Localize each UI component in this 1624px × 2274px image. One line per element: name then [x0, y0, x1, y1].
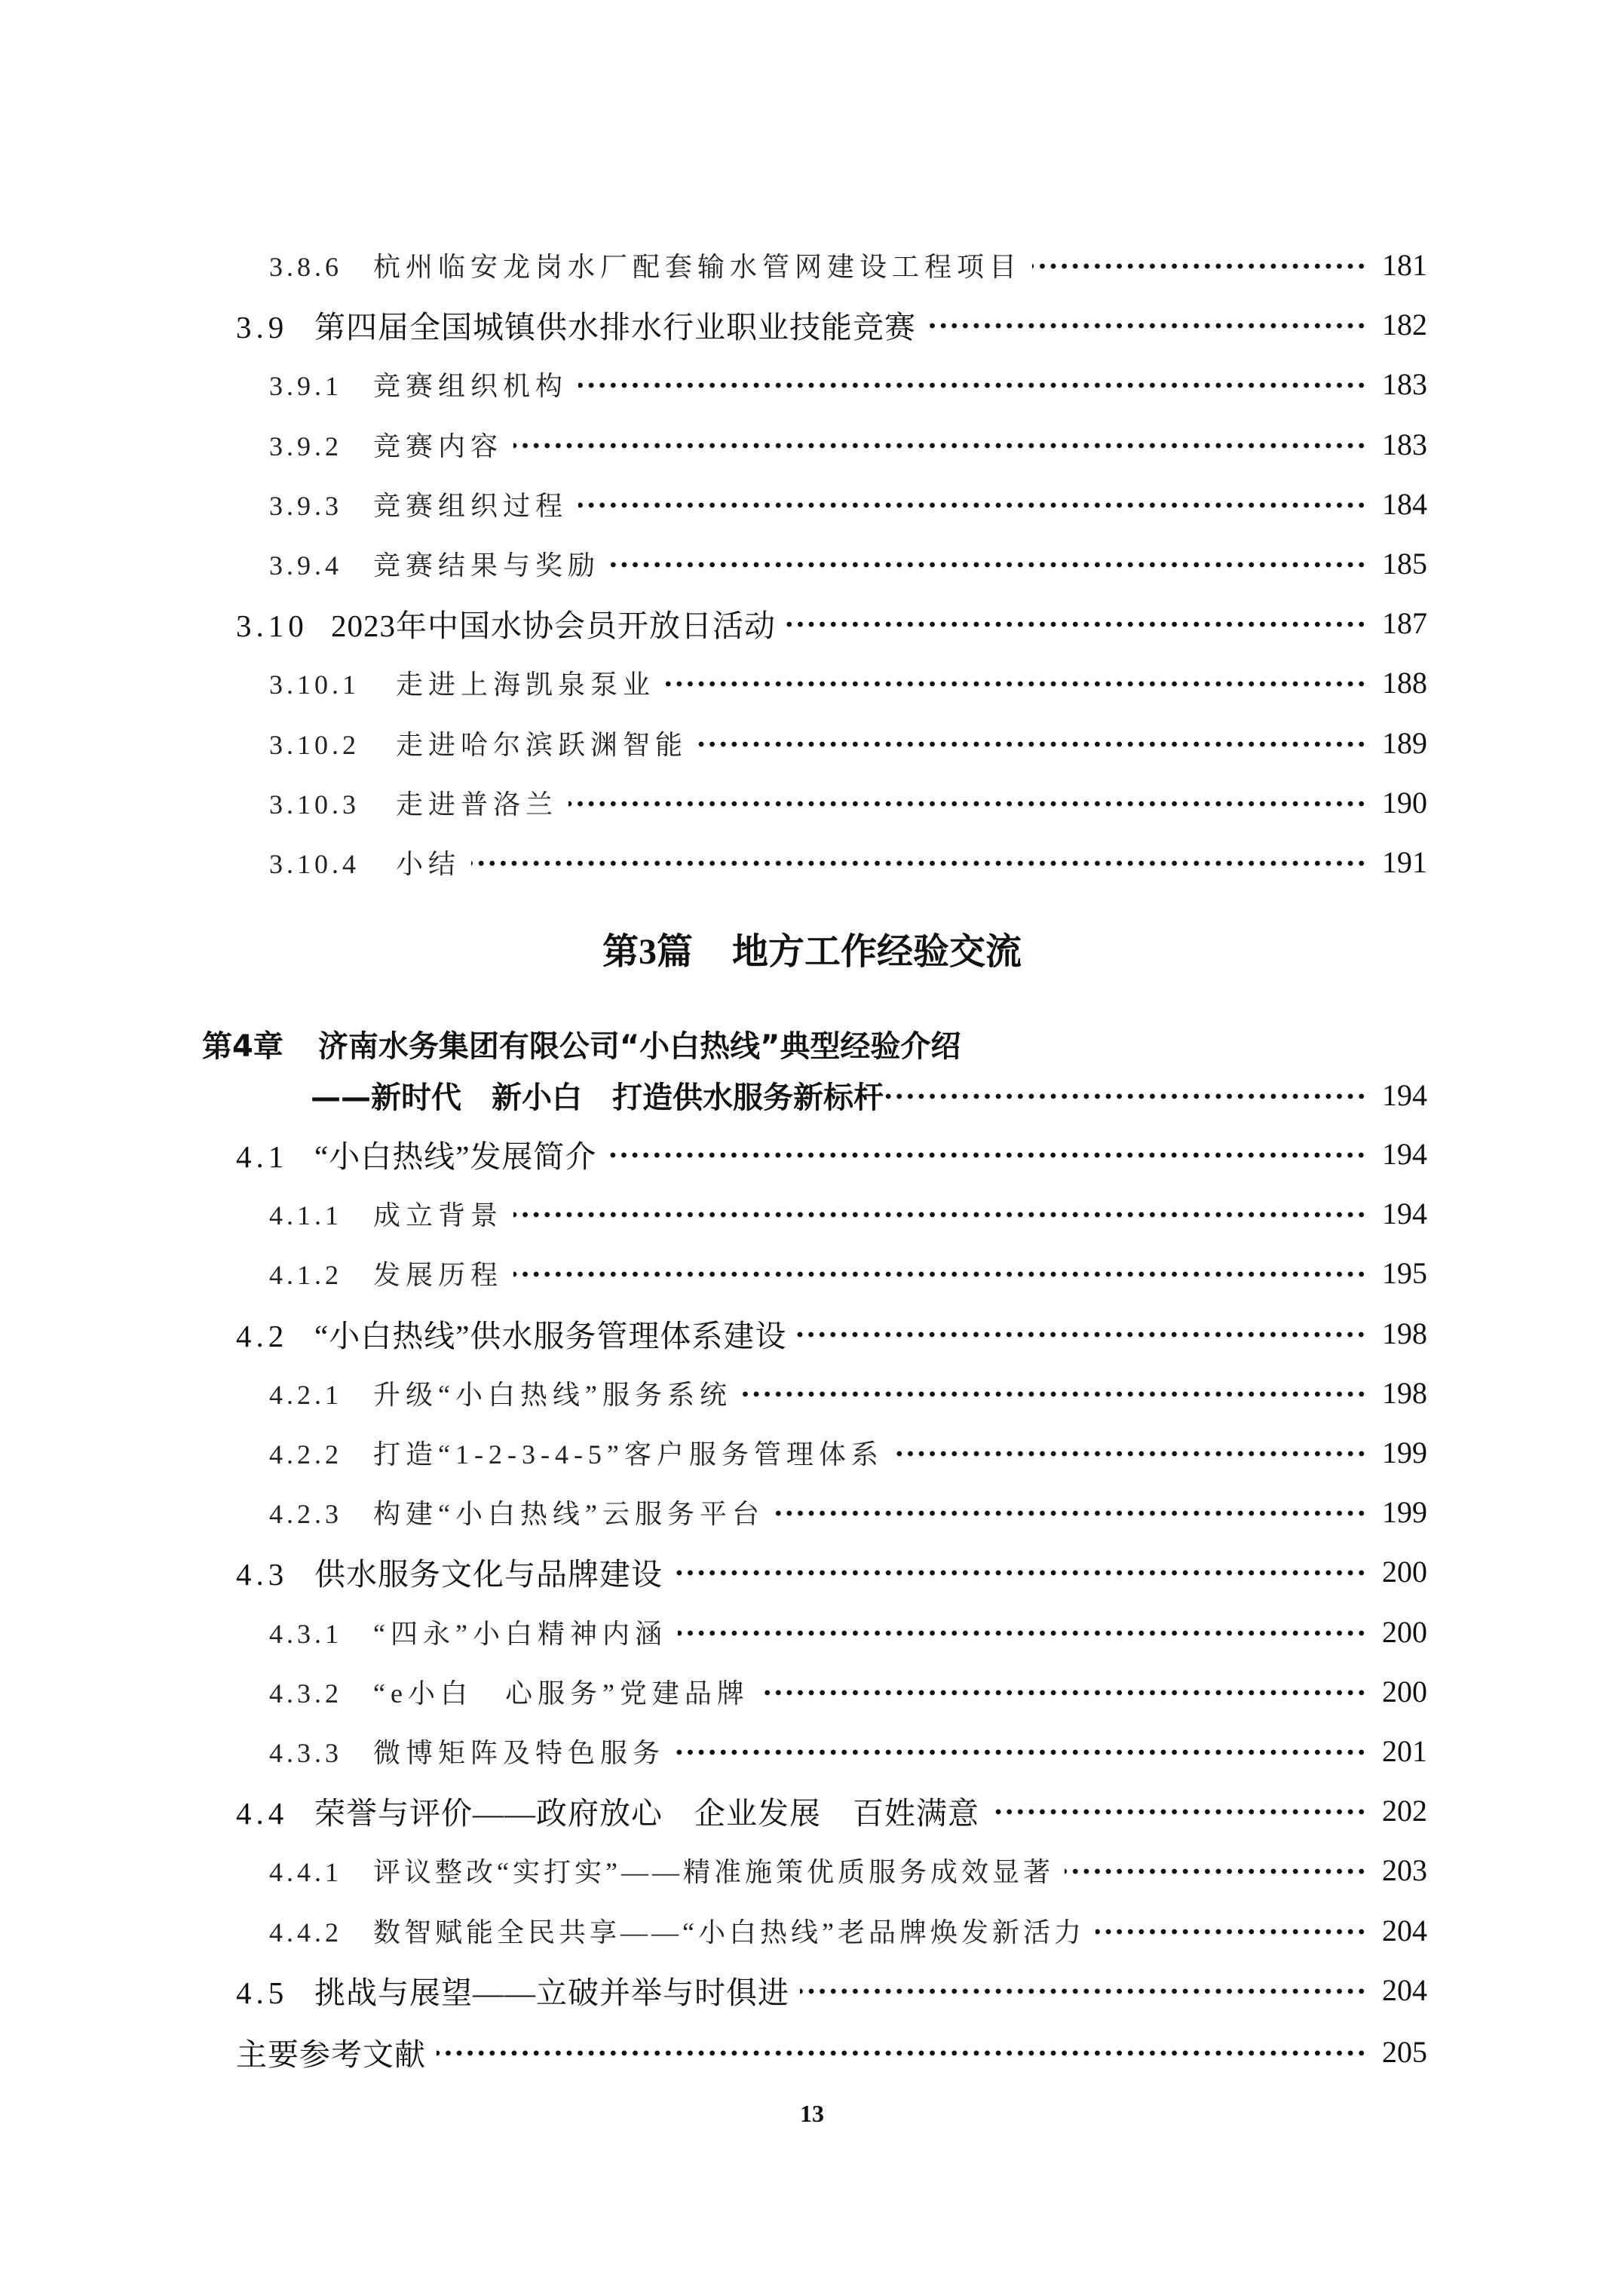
toc-page-number: 200 [1382, 1674, 1427, 1709]
dot-leader [513, 414, 1367, 474]
toc-entry-4-3-3[interactable] [0, 1721, 1624, 1781]
dot-leader [578, 473, 1367, 534]
toc-entry-4-2-3[interactable] [0, 1482, 1624, 1542]
toc-entry-label: 4.2.1 升级“小白热线”服务系统 [269, 1379, 732, 1410]
dot-leader [513, 1243, 1367, 1303]
toc-entry-3-9-3[interactable] [0, 473, 1624, 534]
toc-page-number: 200 [1382, 1614, 1427, 1649]
toc-entry-4-4-2[interactable] [0, 1900, 1624, 1960]
toc-entry-3-8-6[interactable] [0, 234, 1624, 295]
dot-leader [775, 1482, 1367, 1542]
toc-entry-3-9-4[interactable] [0, 533, 1624, 593]
toc-page-number: 188 [1382, 665, 1427, 700]
dot-leader [894, 1422, 1367, 1482]
toc-entry-3-9-2[interactable] [0, 414, 1624, 474]
toc-entry-label: 4.2 “小白热线”供水服务管理体系建设 [236, 1318, 787, 1353]
toc-entry-4-2-2[interactable] [0, 1422, 1624, 1482]
toc-entry-label: 4.3.2 “e小白 心服务”党建品牌 [269, 1678, 749, 1709]
dot-leader [471, 832, 1367, 892]
dot-leader [673, 1541, 1367, 1601]
toc-entry-3-10-4[interactable] [0, 832, 1624, 892]
toc-entry-label: 4.2.2 打造“1-2-3-4-5”客户服务管理体系 [269, 1439, 884, 1470]
toc-entry-label: 3.9.4 竞赛结果与奖励 [269, 550, 601, 581]
toc-entry-label: 4.4 荣誉与评价——政府放心 企业发展 百姓满意 [236, 1795, 979, 1831]
toc-page-number: 181 [1382, 247, 1427, 282]
toc-entry-4-3-1[interactable] [0, 1601, 1624, 1662]
toc-page-number: 182 [1382, 307, 1427, 342]
toc-entry-label: 3.10 2023年中国水协会员开放日活动 [236, 608, 776, 643]
toc-page-number: 200 [1382, 1554, 1427, 1589]
dot-leader [678, 1601, 1367, 1662]
toc-entry-label: 3.9.2 竞赛内容 [269, 431, 504, 461]
toc-entry-3-10[interactable] [0, 593, 1624, 653]
chapter-heading[interactable] [202, 1024, 961, 1069]
chapter-subtitle-entry[interactable] [0, 1065, 1624, 1125]
part-title: 地方工作经验交流 [732, 932, 1022, 972]
toc-entry-references[interactable] [0, 2021, 1624, 2082]
part-number: 第3篇 [602, 932, 693, 972]
part-heading[interactable] [0, 930, 1624, 975]
dot-leader [743, 1362, 1367, 1423]
toc-page-number: 195 [1382, 1255, 1427, 1290]
toc-page-number: 190 [1382, 785, 1427, 820]
toc-entry-label: 4.1.1 成立背景 [269, 1200, 504, 1230]
dot-leader [1095, 1900, 1367, 1960]
dot-leader [513, 1183, 1367, 1243]
toc-entry-label: 3.10.1 走进上海凯泉泵业 [269, 669, 656, 700]
toc-page-number: 185 [1382, 546, 1427, 581]
chapter-number: 第4章 [202, 1029, 283, 1064]
toc-entry-label: 4.5 挑战与展望——立破并举与时俱进 [236, 1975, 789, 2010]
toc-entry-label: 4.4.1 评议整改“实打实”——精准施策优质服务成效显著 [269, 1856, 1054, 1887]
toc-entry-4-3-2[interactable] [0, 1661, 1624, 1721]
toc-page-number: 187 [1382, 605, 1427, 640]
dot-leader [927, 294, 1367, 354]
toc-page-number: 183 [1382, 427, 1427, 461]
toc-entry-label: 3.10.2 走进哈尔滨跃渊智能 [269, 729, 688, 760]
toc-entry-3-10-2[interactable] [0, 713, 1624, 773]
dot-leader [666, 652, 1367, 713]
toc-page-number: 204 [1382, 1972, 1427, 2007]
toc-page-number: 189 [1382, 725, 1427, 760]
toc-entry-label: 4.4.2 数智赋能全民共享——“小白热线”老品牌焕发新活力 [269, 1917, 1085, 1948]
toc-entry-4-3[interactable] [0, 1541, 1624, 1601]
toc-page-number: 202 [1382, 1793, 1427, 1828]
toc-entry-label: 4.3.1 “四永”小白精神内涵 [269, 1618, 667, 1649]
toc-page-number: 184 [1382, 486, 1427, 521]
toc-entry-label: 3.9.3 竞赛组织过程 [269, 490, 568, 521]
toc-page-number: 198 [1382, 1375, 1427, 1410]
toc-page-number: 205 [1382, 2034, 1427, 2069]
dot-leader [698, 713, 1367, 773]
dot-leader [611, 533, 1367, 593]
dot-leader [676, 1721, 1367, 1781]
toc-entry-3-9-1[interactable] [0, 354, 1624, 414]
toc-entry-label: 3.9.1 竞赛组织机构 [269, 370, 568, 401]
toc-entry-3-10-1[interactable] [0, 652, 1624, 713]
toc-entry-label: 4.1.2 发展历程 [269, 1259, 504, 1290]
toc-entry-label: 4.1 “小白热线”发展简介 [236, 1139, 597, 1174]
toc-page-number: 194 [1382, 1077, 1427, 1112]
toc-entry-label: 4.2.3 构建“小白热线”云服务平台 [269, 1498, 765, 1529]
toc-entry-label: 4.3.3 微博矩阵及特色服务 [269, 1737, 666, 1768]
toc-page-number: 194 [1382, 1136, 1427, 1171]
toc-page-number: 199 [1382, 1494, 1427, 1529]
dot-leader [568, 772, 1367, 832]
toc-entry-label: 3.10.4 小结 [269, 848, 461, 879]
dot-leader [797, 1303, 1367, 1363]
dot-leader [1065, 1840, 1367, 1900]
toc-entry-4-1-1[interactable] [0, 1183, 1624, 1243]
toc-page-number: 199 [1382, 1435, 1427, 1470]
toc-page-number: 191 [1382, 844, 1427, 879]
dot-leader [1032, 234, 1367, 295]
page-number-footer: 13 [800, 2100, 824, 2127]
dot-leader [800, 1960, 1367, 2020]
toc-entry-4-2-1[interactable] [0, 1362, 1624, 1423]
dot-leader [437, 2021, 1367, 2082]
toc-entry-label: 4.3 供水服务文化与品牌建设 [236, 1556, 663, 1592]
toc-entry-label: 3.10.3 走进普洛兰 [269, 789, 559, 820]
toc-entry-label: 3.8.6 杭州临安龙岗水厂配套输水管网建设工程项目 [269, 251, 1022, 282]
dot-leader [760, 1661, 1367, 1721]
dot-leader [885, 1065, 1367, 1125]
toc-entry-4-4-1[interactable] [0, 1840, 1624, 1900]
toc-entry-3-10-3[interactable] [0, 772, 1624, 832]
dot-leader [786, 593, 1367, 653]
toc-entry-4-5[interactable] [0, 1960, 1624, 2020]
chapter-title: 济南水务集团有限公司“小白热线”典型经验介绍 [317, 1029, 961, 1064]
toc-entry-4-2[interactable] [0, 1303, 1624, 1363]
dot-leader [607, 1123, 1367, 1184]
chapter-subtitle: ——新时代 新小白 打造供水服务新标杆 [311, 1080, 884, 1115]
toc-page-number: 198 [1382, 1316, 1427, 1350]
dot-leader [578, 354, 1367, 414]
toc-entry-label: 3.9 第四届全国城镇供水排水行业职业技能竞赛 [236, 309, 916, 345]
toc-entry-3-9[interactable] [0, 294, 1624, 354]
toc-page-number: 204 [1382, 1913, 1427, 1948]
toc-entry-4-4[interactable] [0, 1780, 1624, 1840]
dot-leader [990, 1780, 1367, 1840]
toc-page-number: 201 [1382, 1733, 1427, 1768]
toc-page-number: 194 [1382, 1196, 1427, 1230]
toc-entry-4-1-2[interactable] [0, 1243, 1624, 1303]
toc-page-number: 203 [1382, 1853, 1427, 1887]
toc-entry-label: 主要参考文献 [236, 2036, 426, 2072]
toc-page-number: 183 [1382, 366, 1427, 401]
toc-entry-4-1[interactable] [0, 1123, 1624, 1184]
